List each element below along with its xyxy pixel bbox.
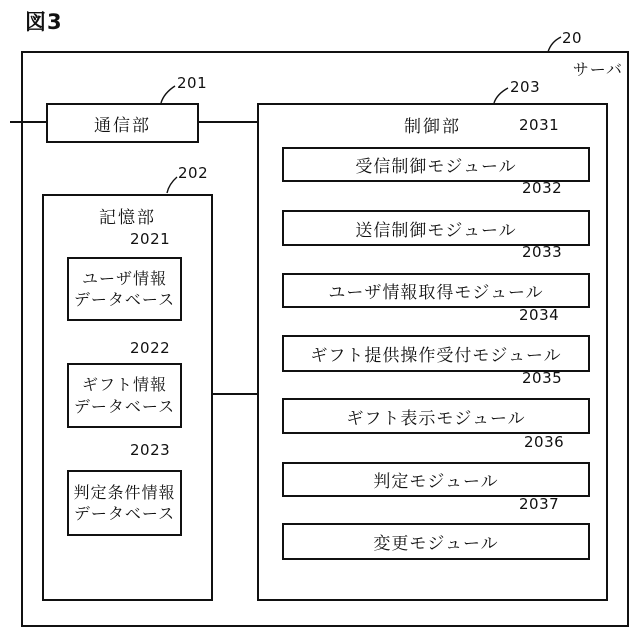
ref-label-control: 203: [510, 78, 541, 96]
ref-label-module-change: 2037: [519, 495, 560, 513]
leader-20: [548, 37, 561, 52]
ref-label-module-gift-provision: 2034: [519, 306, 560, 324]
communication-box: 通信部: [46, 103, 199, 143]
ref-label-module-transmission: 2032: [522, 179, 563, 197]
control-title: 制御部: [404, 117, 461, 137]
module-box-transmission-control: 送信制御モジュール: [282, 210, 590, 246]
ref-label-db-user-info: 2021: [130, 230, 171, 248]
ref-label-module-gift-display: 2035: [522, 369, 563, 387]
module-box-gift-provision-operation: ギフト提供操作受付モジュール: [282, 335, 590, 372]
module-box-gift-display: ギフト表示モジュール: [282, 398, 590, 434]
ref-label-db-gift-info: 2022: [130, 339, 171, 357]
storage-title: 記憶部: [99, 208, 156, 228]
ref-label-module-reception: 2031: [519, 116, 560, 134]
ref-label-module-judgment: 2036: [524, 433, 565, 451]
database-box-gift-info: ギフト情報 データベース: [67, 363, 182, 428]
server-label: サーバ: [572, 60, 623, 79]
module-box-judgment: 判定モジュール: [282, 462, 590, 497]
database-box-judgment-condition-info: 判定条件情報 データベース: [67, 470, 182, 536]
module-box-change: 変更モジュール: [282, 523, 590, 560]
ref-label-server: 20: [562, 29, 583, 47]
module-box-reception-control: 受信制御モジュール: [282, 147, 590, 182]
ref-label-storage: 202: [178, 164, 209, 182]
ref-label-module-user-info: 2033: [522, 243, 563, 261]
database-box-user-info: ユーザ情報 データベース: [67, 257, 182, 321]
module-box-user-info-acquisition: ユーザ情報取得モジュール: [282, 273, 590, 308]
ref-label-db-judgment: 2023: [130, 441, 171, 459]
ref-label-communication: 201: [177, 74, 208, 92]
figure-title: 図3: [25, 10, 63, 34]
